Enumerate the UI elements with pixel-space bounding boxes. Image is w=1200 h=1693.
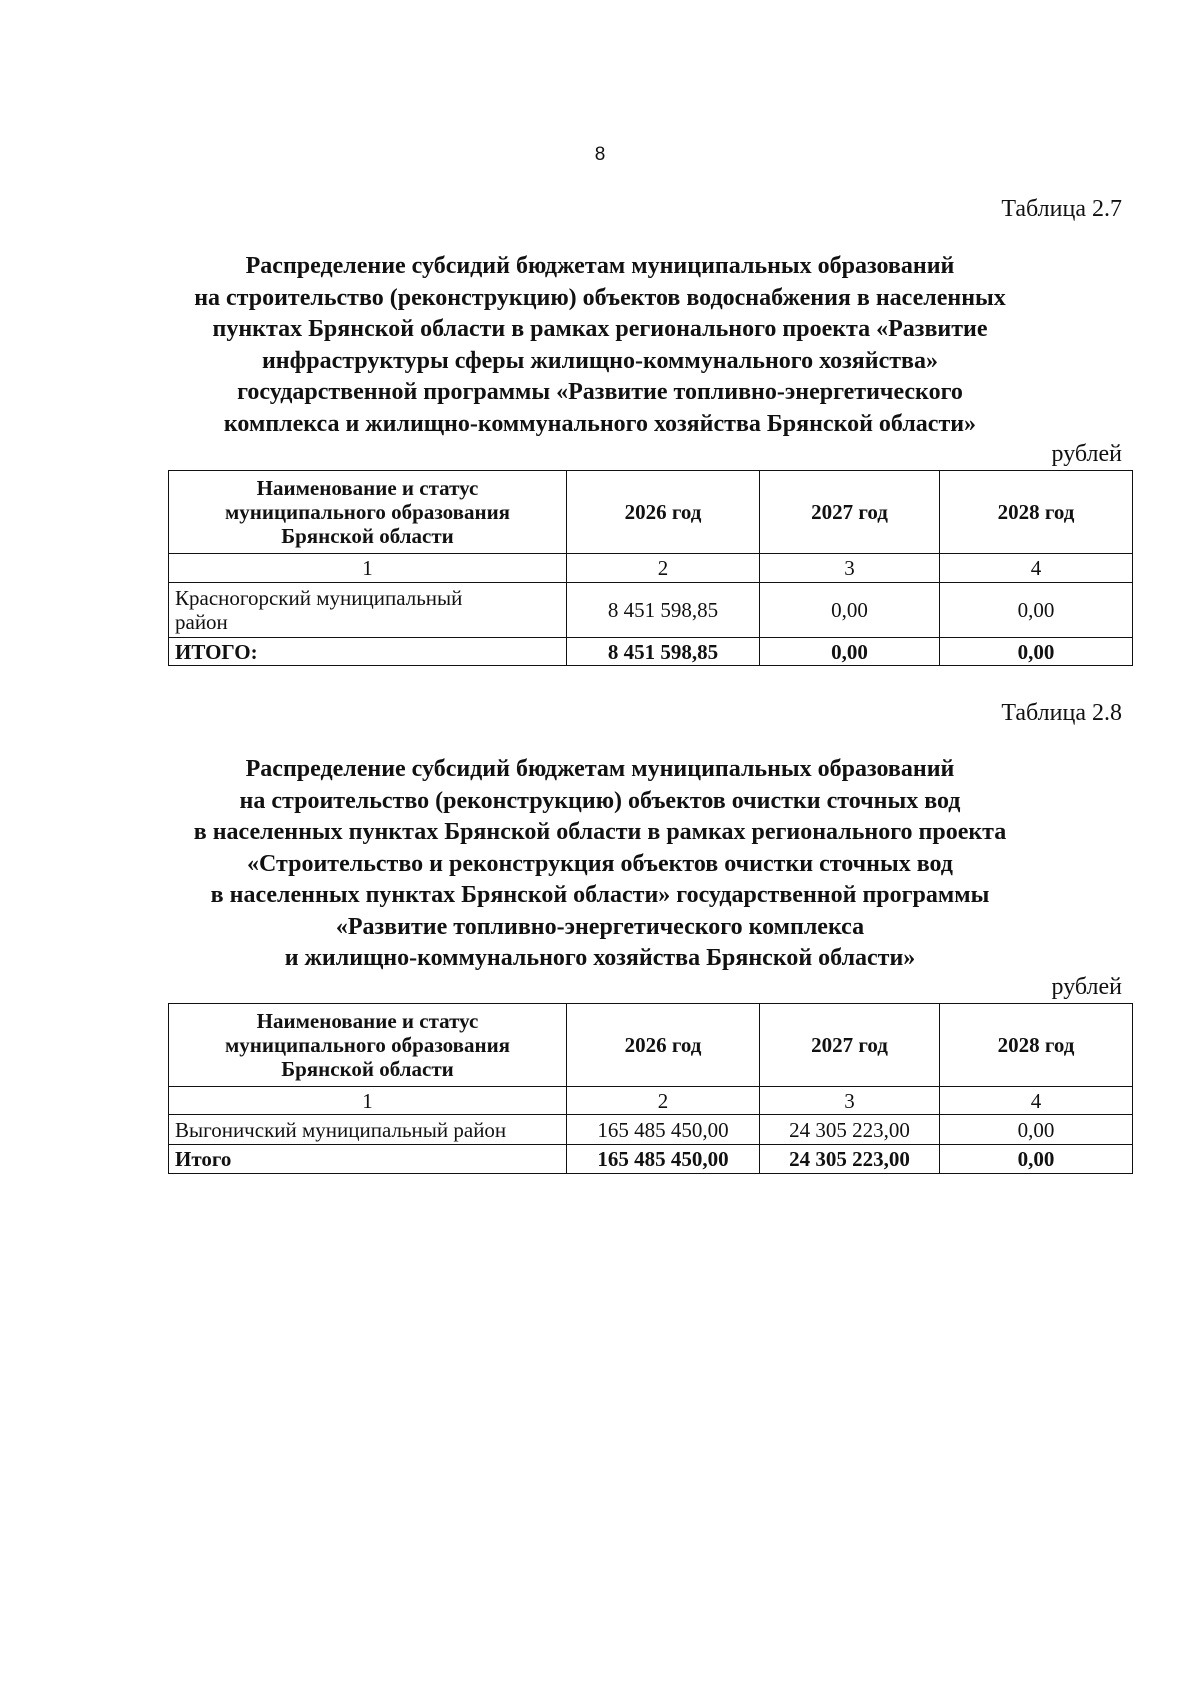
title-line: в населенных пунктах Брянской области» государственной программы [210, 882, 990, 908]
table-2-7-title [150, 251, 1050, 440]
header-2028-cell: 2028 год [940, 471, 1133, 554]
total-2027-cell: 0,00 [760, 638, 940, 666]
header-2026-cell: 2026 год [567, 471, 760, 554]
municipality-name-line: Красногорский муниципальный [175, 586, 463, 610]
total-2028-cell: 0,00 [940, 638, 1133, 666]
table-row [169, 1115, 1133, 1145]
page-number: 8 [594, 144, 606, 165]
header-2026-cell: 2026 год [567, 1004, 760, 1087]
title-line: инфраструктуры сферы жилищно-коммунального хозяйства» [261, 347, 939, 374]
title-line: на строительство (реконструкцию) объектов водоснабжения в населенных [194, 284, 1006, 311]
total-2026-cell: 8 451 598,85 [567, 638, 760, 666]
header-row [169, 1004, 1133, 1087]
table-2-8-units: рублей [1051, 974, 1122, 1000]
municipality-name-cell [169, 583, 567, 638]
header-row [169, 471, 1133, 554]
value-2026-cell: 8 451 598,85 [567, 583, 760, 638]
column-number-cell: 3 [760, 1087, 940, 1115]
total-2026-cell: 165 485 450,00 [567, 1145, 760, 1174]
total-2028-cell: 0,00 [940, 1145, 1133, 1174]
value-2028-cell: 0,00 [940, 1115, 1133, 1145]
title-line: и жилищно-коммунального хозяйства Брянской области» [284, 945, 916, 971]
value-2026-cell: 165 485 450,00 [567, 1115, 760, 1145]
total-row [169, 1145, 1133, 1174]
column-number-cell: 4 [940, 1087, 1133, 1115]
title-line: комплекса и жилищно-коммунального хозяйства Брянской области» [223, 410, 977, 437]
table-2-8-title [150, 754, 1050, 975]
value-2027-cell: 24 305 223,00 [760, 1115, 940, 1145]
table-2-7 [168, 470, 1133, 666]
table-2-8-label: Таблица 2.8 [1001, 700, 1122, 726]
title-line: в населенных пунктах Брянской области в рамках регионального проекта [193, 819, 1007, 845]
header-name-line: Наименование и статус [256, 476, 479, 500]
header-name-line: муниципального образования [224, 500, 511, 524]
total-row [169, 638, 1133, 666]
header-name-cell [169, 471, 567, 554]
header-2028-cell: 2028 год [940, 1004, 1133, 1087]
header-2027-cell: 2027 год [760, 471, 940, 554]
value-2028-cell: 0,00 [940, 583, 1133, 638]
column-number-cell: 2 [567, 1087, 760, 1115]
header-name-line: Брянской области [281, 524, 454, 548]
table-2-7-label: Таблица 2.7 [1001, 196, 1122, 222]
column-number-row [169, 554, 1133, 583]
total-label-cell: Итого [169, 1145, 567, 1174]
header-name-line: муниципального образования [224, 1033, 511, 1057]
title-line: «Строительство и реконструкция объектов очистки сточных вод [247, 850, 953, 877]
header-name-cell [169, 1004, 567, 1087]
value-2027-cell: 0,00 [760, 583, 940, 638]
column-number-cell: 1 [169, 554, 567, 583]
table-2-7-units: рублей [1051, 441, 1122, 467]
table-row [169, 583, 1133, 638]
title-line: Распределение субсидий бюджетам муниципальных образований [245, 756, 955, 782]
total-label-cell: ИТОГО: [169, 638, 567, 666]
title-line: «Развитие топливно-энергетического комплекса [335, 913, 865, 940]
header-2027-cell: 2027 год [760, 1004, 940, 1087]
header-name-line: Наименование и статус [256, 1009, 479, 1033]
title-line: пунктах Брянской области в рамках регионального проекта «Развитие [212, 316, 988, 342]
column-number-cell: 4 [940, 554, 1133, 583]
title-line: государственной программы «Развитие топливно-энергетического [237, 379, 963, 405]
municipality-name-cell: Выгоничский муниципальный район [169, 1115, 567, 1145]
column-number-cell: 1 [169, 1087, 567, 1115]
column-number-row [169, 1087, 1133, 1115]
table-2-8 [168, 1003, 1133, 1174]
title-line: на строительство (реконструкцию) объектов очистки сточных вод [239, 787, 961, 814]
title-line: Распределение субсидий бюджетам муниципальных образований [245, 253, 955, 279]
municipality-name-line: район [175, 610, 228, 634]
column-number-cell: 2 [567, 554, 760, 583]
total-2027-cell: 24 305 223,00 [760, 1145, 940, 1174]
header-name-line: Брянской области [281, 1057, 454, 1081]
column-number-cell: 3 [760, 554, 940, 583]
